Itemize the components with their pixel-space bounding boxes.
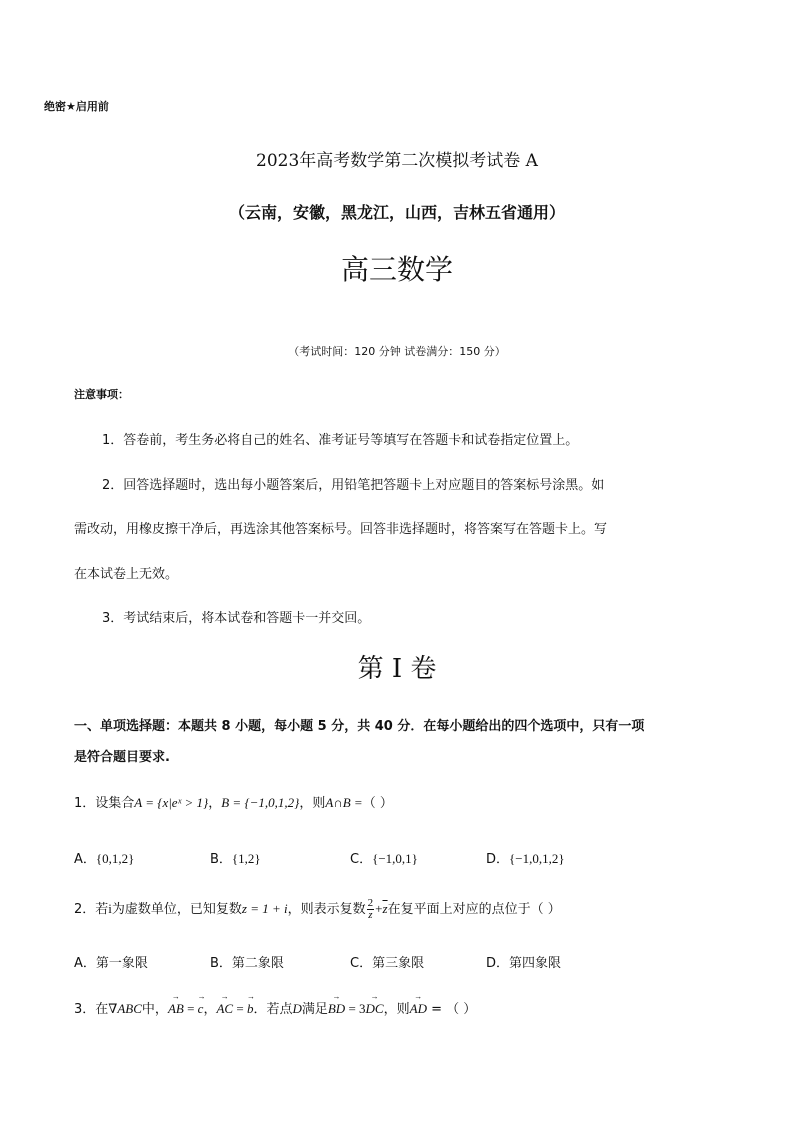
q3-vector-b: → b bbox=[247, 1001, 254, 1017]
q1-set-b: B = {−1,0,1,2} bbox=[221, 795, 300, 810]
q2-text-3: 在复平面上对应的点位于（ ） bbox=[387, 902, 561, 917]
option-label: A． bbox=[74, 852, 96, 867]
q3-prefix: 3．在 bbox=[74, 1002, 109, 1017]
exam-info: （考试时间：120 分钟 试卷满分：150 分） bbox=[288, 345, 506, 358]
q3-vector-bd: → BD bbox=[328, 1001, 345, 1017]
q1-prefix: 1．设集合 bbox=[74, 796, 135, 811]
q2-plus: + bbox=[375, 901, 383, 916]
title-line2: （云南，安徽，黑龙江，山西，吉林五省通用） bbox=[228, 203, 565, 222]
q2-frac-num: 2 bbox=[367, 897, 374, 909]
q1-option-c bbox=[350, 848, 418, 867]
secret-label: 绝密★启用前 bbox=[44, 100, 109, 113]
option-value: {−1,0,1,2} bbox=[509, 851, 565, 866]
q2-fraction bbox=[367, 898, 375, 921]
question-3 bbox=[74, 998, 476, 1017]
title-line1: 2023年高考数学第二次模拟考试卷 A bbox=[256, 151, 538, 171]
option-value: 第四象限 bbox=[509, 956, 562, 971]
option-label: B． bbox=[210, 956, 232, 971]
q2-text-2: ，则表示复数 bbox=[287, 902, 366, 917]
q3-text-2: ．若点 bbox=[253, 1002, 293, 1017]
option-value: 第二象限 bbox=[231, 956, 284, 971]
q2-prefix: 2．若 bbox=[74, 902, 109, 917]
q2-zbar: $\overline{z}$ bbox=[382, 901, 388, 916]
q2-frac-den: z bbox=[368, 909, 373, 921]
q3-vector-ab: → AB bbox=[168, 1001, 184, 1017]
q3-text-4: ，则 bbox=[383, 1002, 410, 1017]
option-label: B． bbox=[210, 852, 232, 867]
q3-vector-ac: → AC bbox=[216, 1001, 233, 1017]
q3-text-1: 中， bbox=[141, 1002, 168, 1017]
q3-text-3: 满足 bbox=[301, 1002, 328, 1017]
volume-title: 第 I 卷 bbox=[357, 654, 437, 684]
q2-option-a bbox=[74, 952, 148, 971]
option-label: D． bbox=[486, 956, 510, 971]
option-value: 第三象限 bbox=[372, 956, 425, 971]
q3-comma: ， bbox=[203, 1002, 217, 1017]
option-value: 第一象限 bbox=[95, 956, 148, 971]
q1-option-d bbox=[486, 848, 565, 867]
option-value: {1,2} bbox=[231, 851, 261, 866]
option-value: {0,1,2} bbox=[95, 851, 135, 866]
q2-z-eq: z = 1 + i bbox=[241, 901, 288, 916]
notice-item-2-end: 在本试卷上无效。 bbox=[74, 567, 179, 582]
notice-heading: 注意事项： bbox=[74, 388, 129, 401]
notice-item-2-cont: 需改动，用橡皮擦干净后，再选涂其他答案标号。回答非选择题时，将答案写在答题卡上。写 bbox=[74, 522, 608, 537]
option-label: A． bbox=[74, 956, 96, 971]
option-value: {−1,0,1} bbox=[372, 851, 418, 866]
notice-item-3: 3．考试结束后，将本试卷和答题卡一并交回。 bbox=[102, 611, 371, 626]
q3-eq-2: = bbox=[233, 1001, 247, 1016]
q3-text-5: = （ ） bbox=[426, 1002, 477, 1017]
q2-imag-unit: i bbox=[108, 901, 112, 916]
q3-eq-3: = 3 bbox=[345, 1001, 366, 1016]
q1-sep: ， bbox=[208, 796, 222, 811]
q1-suffix: （ ） bbox=[362, 796, 393, 811]
q2-option-d bbox=[486, 952, 561, 971]
q3-point-d: D bbox=[292, 1001, 302, 1016]
notice-item-1: 1．答卷前，考生务必将自己的姓名、准考证号等填写在答题卡和试卷指定位置上。 bbox=[102, 433, 579, 448]
question-1 bbox=[74, 792, 393, 811]
option-label: C． bbox=[350, 852, 373, 867]
notice-item-2: 2．回答选择题时，选出每小题答案后，用铅笔把答题卡上对应题目的答案标号涂黑。如 bbox=[102, 478, 605, 493]
q2-option-c bbox=[350, 952, 424, 971]
q1-expr: A∩B = bbox=[325, 795, 363, 810]
q3-vector-c: → c bbox=[198, 1001, 204, 1017]
q3-vector-ad: → AD bbox=[410, 1001, 427, 1017]
q2-text-1: 为虚数单位，已知复数 bbox=[111, 902, 242, 917]
section-heading-line2: 是符合题目要求. bbox=[74, 750, 170, 765]
q1-option-a bbox=[74, 848, 134, 867]
q3-eq-1: = bbox=[183, 1001, 198, 1016]
section-heading-line1: 一、单项选择题：本题共 8 小题，每小题 5 分，共 40 分．在每小题给出的四个选项中，只有一项 bbox=[74, 719, 645, 734]
subject-title: 高三数学 bbox=[340, 253, 453, 286]
option-label: C． bbox=[350, 956, 373, 971]
q2-option-b bbox=[210, 952, 284, 971]
question-2 bbox=[74, 898, 561, 921]
q1-mid: ，则 bbox=[299, 796, 326, 811]
q3-triangle: ∇ABC bbox=[108, 1001, 142, 1016]
q3-vector-dc: → DC bbox=[366, 1001, 384, 1017]
q1-set-a: A = {x|eˣ > 1} bbox=[134, 795, 209, 810]
option-label: D． bbox=[486, 852, 510, 867]
q1-option-b bbox=[210, 848, 261, 867]
